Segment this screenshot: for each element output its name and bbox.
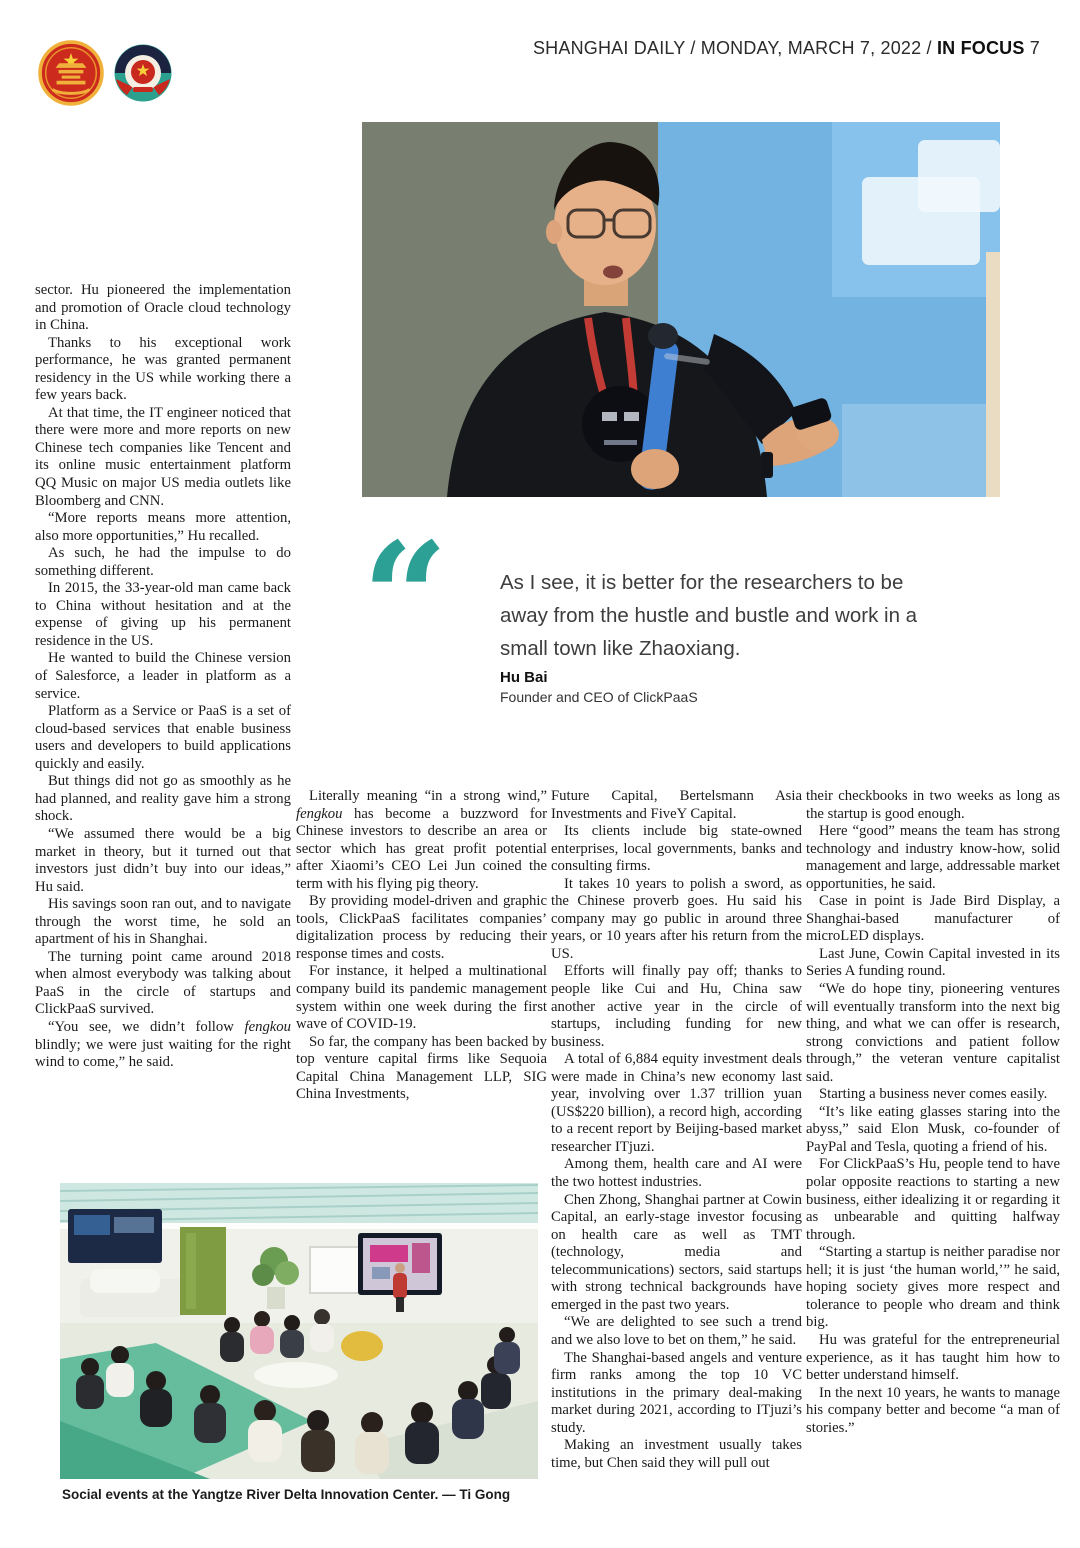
article-paragraph: His savings soon ran out, and to navigate through the worst time, he sold an apartment of his in Shanghai.	[35, 896, 291, 948]
article-paragraph: It takes 10 years to polish a sword, as the Chinese proverb goes. Hu said his company may go public in around three years, or 10 years after his return from the US.	[551, 875, 802, 962]
article-paragraph: A total of 6,884 equity investment deals were made in China’s new economy last year, involving over 1.37 trillion yuan (US$220 billion), a record high, according to a recent report by Beijing-based market researcher ITjuzi.	[551, 1051, 802, 1155]
article-paragraph: The Shanghai-based angels and venture firm ranks among the top 10 VC institutions in the primary deal-making market during 2021, according to ITjuzi’s study.	[551, 1349, 802, 1436]
article-paragraph: As such, he had the impulse to do something different.	[35, 545, 291, 579]
article-paragraph: Among them, health care and AI were the two hottest industries.	[551, 1156, 802, 1191]
quote-author: Hu Bai	[500, 669, 548, 686]
article-paragraph: “More reports means more attention, also more opportunities,” Hu recalled.	[35, 510, 291, 544]
article-paragraph: He wanted to build the Chinese version of Salesforce, a leader in platform as a service.	[35, 650, 291, 702]
event-photo	[60, 1183, 538, 1479]
china-national-emblem-icon	[38, 40, 104, 106]
article-paragraph: Its clients include big state-owned enterprises, local governments, banks and consulting firms.	[551, 823, 802, 875]
article-paragraph: By providing model-driven and graphic tools, ClickPaaS facilitates companies’ digitalization process by reducing their response times and costs.	[296, 893, 547, 962]
section-title: IN FOCUS	[936, 38, 1025, 58]
article-paragraph: In 2015, the 33-year-old man came back to China without hesitation and at the expense of giving up his permanent residence in the US.	[35, 580, 291, 649]
page-number: 7	[1024, 38, 1040, 58]
paper-and-date: SHANGHAI DAILY / MONDAY, MARCH 7, 2022 /	[532, 38, 937, 58]
article-paragraph: For instance, it helped a multinational company build its pandemic management system within one week during the first wave of COVID-19.	[296, 963, 547, 1033]
article-column-4	[806, 788, 1060, 1437]
article-paragraph: Literally meaning “in a strong wind,” fengkou has become a buzzword for Chinese investors to describe an area or sector which has great profit potential after Xiaomi’s CEO Lei Jun coined the term with his flying pig theory.	[296, 788, 547, 892]
speaker-photo-illustration	[362, 122, 1000, 497]
article-paragraph: So far, the company has been backed by top venture capital firms like Sequoia Capital China Management LLP, SIG China Investments,	[296, 1033, 547, 1103]
quote-author-title: Founder and CEO of ClickPaaS	[500, 689, 698, 705]
article-paragraph: Hu was grateful for the entrepreneurial experience, as it has taught him how to better understand himself.	[806, 1331, 1060, 1384]
article-paragraph: The turning point came around 2018 when almost everybody was talking about PaaS in the circle of startups and ClickPaaS survived.	[35, 948, 291, 1018]
article-paragraph: “It’s like eating glasses staring into the abyss,” said Elon Musk, co-founder of PayPal and Tesla, quoting a friend of his.	[806, 1103, 1060, 1155]
article-paragraph: “You see, we didn’t follow fengkou blindly; we were just waiting for the right wind to come,” he said.	[35, 1018, 291, 1071]
cppcc-emblem-icon	[113, 43, 173, 103]
article-paragraph: Making an investment usually takes time, but Chen said they will pull out	[551, 1437, 802, 1471]
article-column-1	[35, 282, 291, 1072]
article-paragraph: Here “good” means the team has strong technology and industry know-how, solid management and large, addressable market opportunities, he said.	[806, 823, 1060, 892]
article-paragraph: “We do hope tiny, pioneering ventures will eventually transform into the next big thing, and what we can offer is research, strong convictions and patient follow through,” the veteran venture capitalist said.	[806, 981, 1060, 1085]
article-paragraph: Future Capital, Bertelsmann Asia Investments and FiveY Capital.	[551, 788, 802, 822]
article-paragraph: Starting a business never comes easily.	[819, 1086, 1048, 1103]
article-paragraph: But things did not go as smoothly as he had planned, and reality gave him a strong shock.	[35, 773, 291, 825]
article-paragraph: “We are delighted to see such a trend and we also love to bet on them,” he said.	[551, 1314, 802, 1348]
article-paragraph: Platform as a Service or PaaS is a set of cloud-based services that enable business users and developers to build applications quickly and easily.	[35, 703, 291, 772]
opening-double-quote-icon: “	[362, 510, 449, 686]
article-paragraph: sector. Hu pioneered the implementation and promotion of Oracle cloud technology in China.	[35, 282, 291, 334]
article-paragraph: For ClickPaaS’s Hu, people tend to have polar opposite reactions to starting a new business, either idealizing it or regarding it as unbearable and quitting halfway through.	[806, 1156, 1060, 1243]
article-paragraph: “Starting a startup is neither paradise nor hell; it is just ‘the human world,’” he said, hoping society gives more respect and tolerance to people who dream and think big.	[806, 1244, 1060, 1331]
article-paragraph: Case in point is Jade Bird Display, a Shanghai-based manufacturer of microLED displays.	[806, 893, 1060, 945]
speaker-photo	[362, 122, 1000, 497]
article-paragraph: Thanks to his exceptional work performance, he was granted permanent residency in the US while working there a few years back.	[35, 334, 291, 404]
article-paragraph: At that time, the IT engineer noticed that there were more and more reports on new Chinese tech companies like Tencent and its online music entertainment platform QQ Music on major US media outlets like Bloomberg and CNN.	[35, 404, 291, 509]
article-paragraph: Chen Zhong, Shanghai partner at Cowin Capital, an early-stage investor focusing on health care as well as TMT (technology, media and telecommunications) sectors, said startups with strong technical backgrounds have emerged in the past two years.	[551, 1191, 802, 1313]
pull-quote: As I see, it is better for the researchers to be away from the hustle and bustle and work in a small town like Zhaoxiang.	[500, 571, 918, 660]
page-header	[533, 38, 1040, 59]
event-photo-illustration	[60, 1183, 538, 1479]
article-column-3	[551, 788, 802, 1472]
article-paragraph: their checkbooks in two weeks as long as the startup is good enough.	[806, 788, 1060, 822]
article-paragraph: In the next 10 years, he wants to manage his company better and become “a man of stories.”	[806, 1384, 1060, 1436]
page-emblems	[38, 40, 173, 106]
article-paragraph: Efforts will finally pay off; thanks to people like Cui and Hu, China saw another active year in the circle of startups, including funding for new business.	[551, 963, 802, 1050]
photo-caption: Social events at the Yangtze River Delta Innovation Center. — Ti Gong	[62, 1487, 511, 1502]
article-column-2	[296, 788, 547, 1104]
article-paragraph: Last June, Cowin Capital invested in its Series A funding round.	[806, 945, 1060, 980]
article-paragraph: “We assumed there would be a big market in theory, but it turned out that investors just didn’t buy into our ideas,” Hu said.	[35, 825, 291, 895]
